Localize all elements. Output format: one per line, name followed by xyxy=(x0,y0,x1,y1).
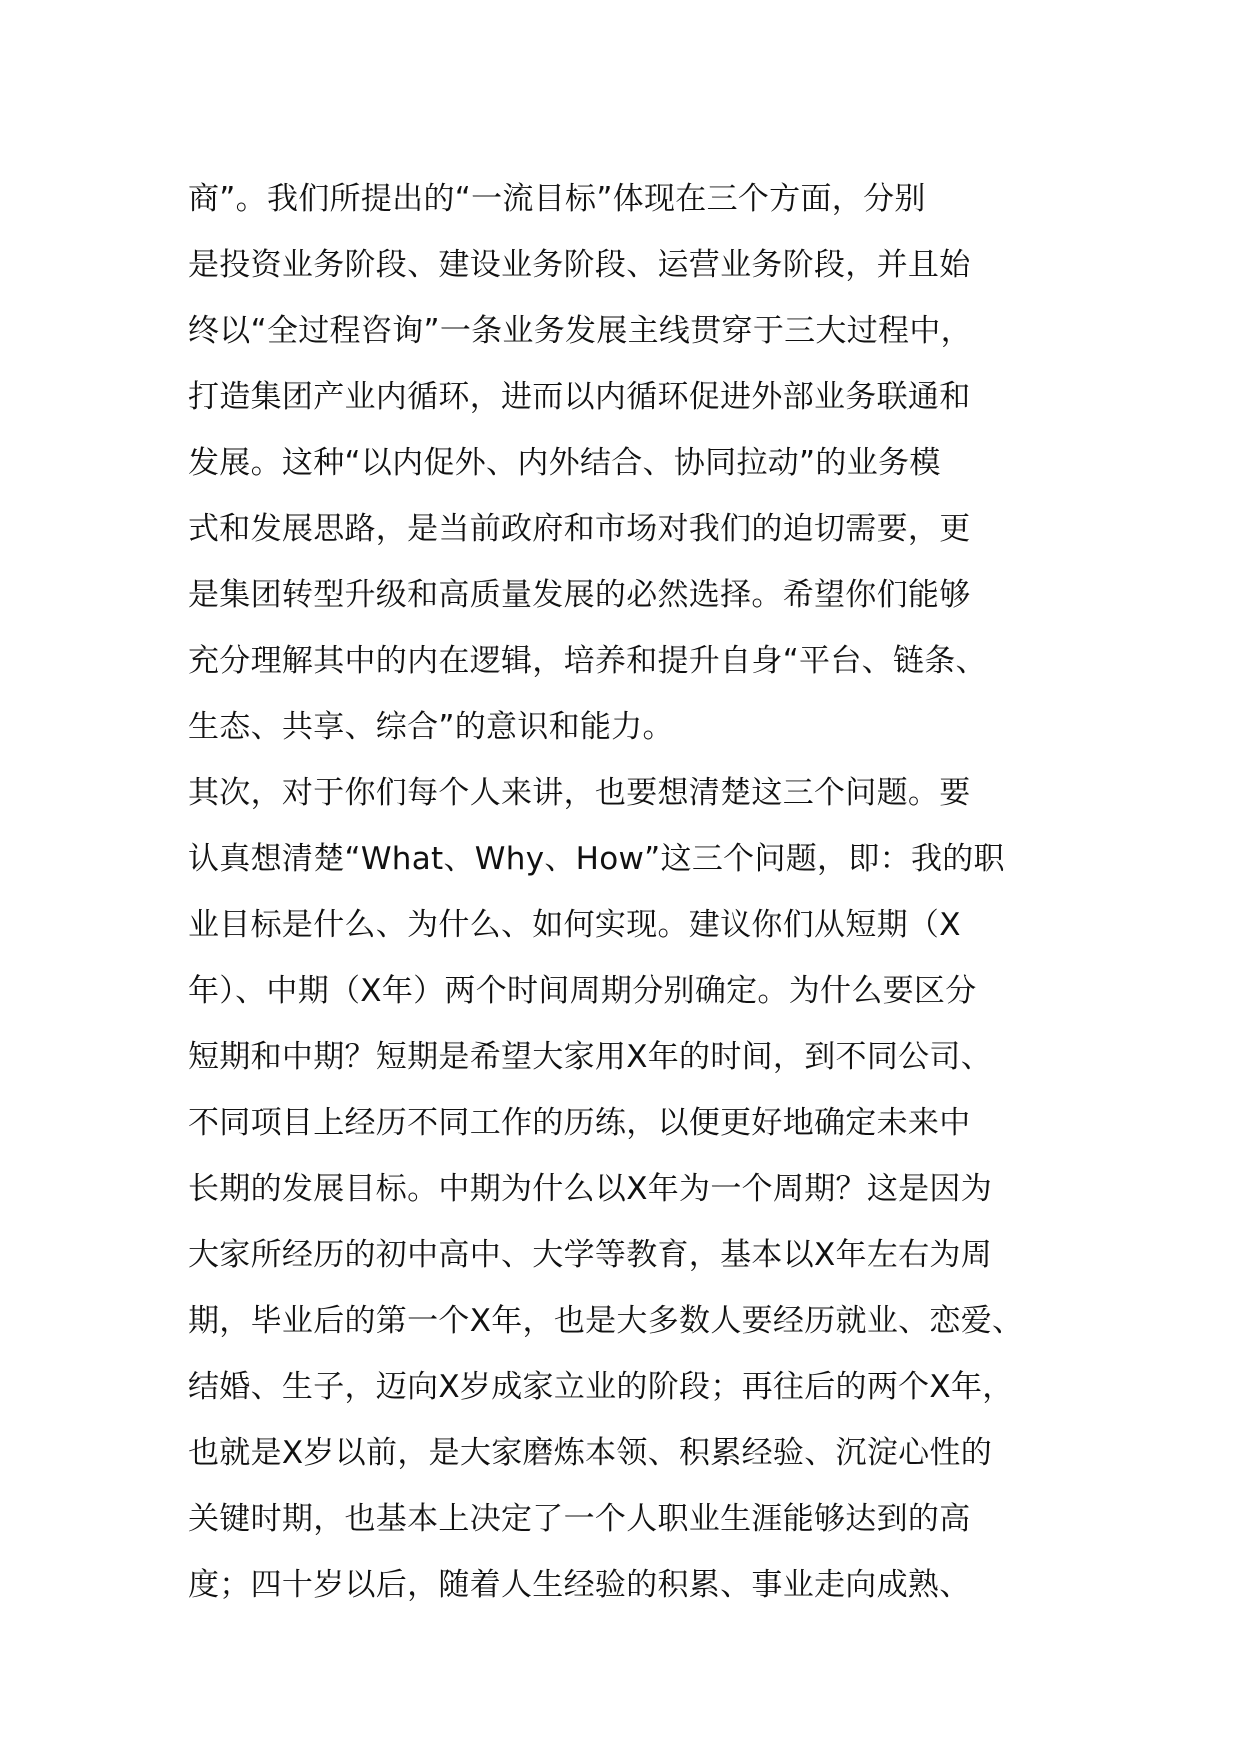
text-line: 短期和中期？短期是希望大家用X年的时间，到不同公司、 xyxy=(188,1039,993,1075)
text-line: 式和发展思路，是当前政府和市场对我们的迫切需要，更 xyxy=(188,511,971,547)
text-line: 度；四十岁以后，随着人生经验的积累、事业走向成熟、 xyxy=(188,1567,971,1603)
text-line: 关键时期，也基本上决定了一个人职业生涯能够达到的高 xyxy=(188,1501,971,1537)
text-line: 也就是X岁以前，是大家磨炼本领、积累经验、沉淀心性的 xyxy=(188,1435,993,1471)
text-line: 年）、中期（X年）两个时间周期分别确定。为什么要区分 xyxy=(188,973,977,1009)
text-line: 结婚、生子，迈向X岁成家立业的阶段；再往后的两个X年， xyxy=(188,1369,1014,1405)
text-line: 长期的发展目标。中期为什么以X年为一个周期？这是因为 xyxy=(188,1171,993,1207)
text-line: 发展。这种“以内促外、内外结合、协同拉动”的业务模 xyxy=(188,445,941,481)
text-line: 认真想清楚“What、Why、How”这三个问题，即：我的职 xyxy=(188,841,1005,877)
text-line: 业目标是什么、为什么、如何实现。建议你们从短期（X xyxy=(188,907,961,943)
text-line: 不同项目上经历不同工作的历练，以便更好地确定未来中 xyxy=(188,1105,971,1141)
text-line: 是投资业务阶段、建设业务阶段、运营业务阶段，并且始 xyxy=(188,247,971,283)
text-line: 其次，对于你们每个人来讲，也要想清楚这三个问题。要 xyxy=(188,775,971,811)
body-text xyxy=(188,166,1088,1618)
text-line: 大家所经历的初中高中、大学等教育，基本以X年左右为周 xyxy=(188,1237,993,1273)
text-line: 打造集团产业内循环，进而以内循环促进外部业务联通和 xyxy=(188,379,971,415)
text-line: 生态、共享、综合”的意识和能力。 xyxy=(188,709,674,745)
text-line: 终以“全过程咨询”一条业务发展主线贯穿于三大过程中， xyxy=(188,313,972,349)
text-line: 充分理解其中的内在逻辑，培养和提升自身“平台、链条、 xyxy=(188,643,987,679)
text-line: 是集团转型升级和高质量发展的必然选择。希望你们能够 xyxy=(188,577,971,613)
text-line: 商”。我们所提出的“一流目标”体现在三个方面，分别 xyxy=(188,181,926,217)
text-line: 期，毕业后的第一个X年，也是大多数人要经历就业、恋爱、 xyxy=(188,1303,1024,1339)
